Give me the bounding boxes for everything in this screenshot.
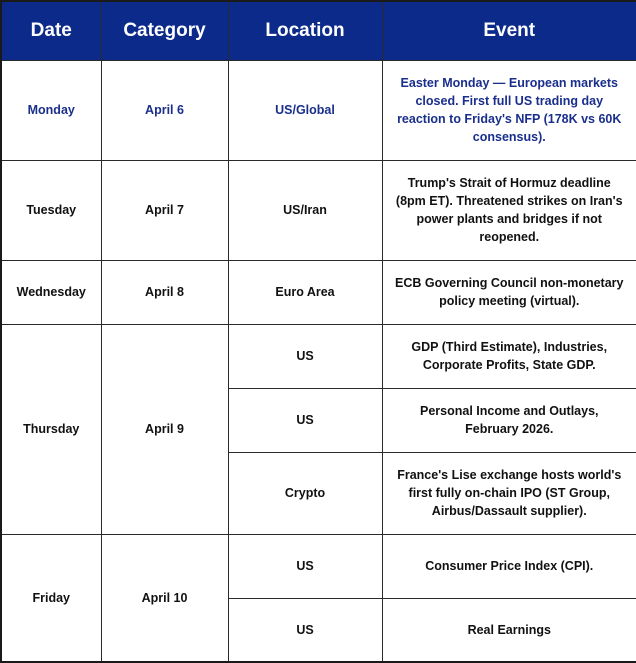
table-row-tuesday [1,160,636,260]
table-row-thursday [1,324,636,388]
event-cell: ECB Governing Council non-monetary policy meeting (virtual). [382,260,636,324]
day-cell: Thursday [1,324,101,534]
day-cell: Friday [1,534,101,662]
day-cell: Tuesday [1,160,101,260]
table-row-friday [1,534,636,598]
day-cell: Wednesday [1,260,101,324]
location-cell: Crypto [228,452,382,534]
location-cell: Euro Area [228,260,382,324]
date-cell: April 7 [101,160,228,260]
event-cell: France's Lise exchange hosts world's first fully on-chain IPO (ST Group, Airbus/Dassault supplier). [382,452,636,534]
event-cell: Real Earnings [382,598,636,662]
date-cell: April 10 [101,534,228,662]
header-category: Category [101,1,228,60]
event-cell: Easter Monday — European markets closed. First full US trading day reaction to Friday's NFP (178K vs 60K consensus). [382,60,636,160]
header-event: Event [382,1,636,60]
date-cell: April 6 [101,60,228,160]
location-cell: US/Global [228,60,382,160]
location-cell: US/Iran [228,160,382,260]
table-header-row [1,1,636,60]
header-location: Location [228,1,382,60]
event-cell: Trump's Strait of Hormuz deadline (8pm ET). Threatened strikes on Iran's power plants and bridges if not reopened. [382,160,636,260]
event-cell: Consumer Price Index (CPI). [382,534,636,598]
location-cell: US [228,534,382,598]
event-cell: GDP (Third Estimate), Industries, Corporate Profits, State GDP. [382,324,636,388]
event-cell: Personal Income and Outlays, February 2026. [382,388,636,452]
day-cell: Monday [1,60,101,160]
table-row-wednesday [1,260,636,324]
location-cell: US [228,388,382,452]
header-date: Date [1,1,101,60]
location-cell: US [228,324,382,388]
date-cell: April 9 [101,324,228,534]
location-cell: US [228,598,382,662]
table-row-monday [1,60,636,160]
date-cell: April 8 [101,260,228,324]
